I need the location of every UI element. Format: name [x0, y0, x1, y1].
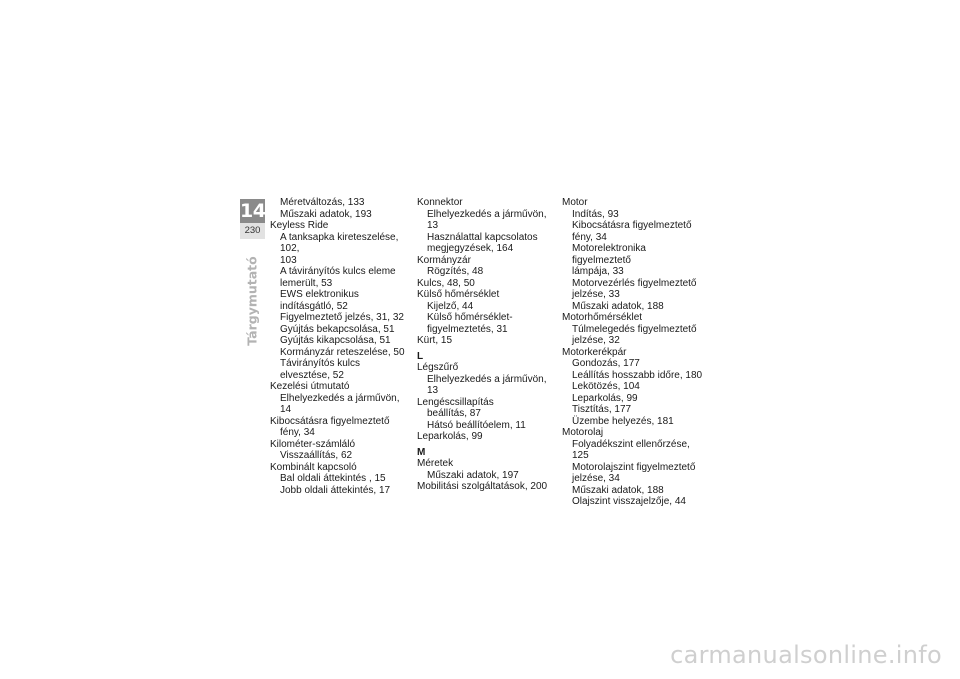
index-subentry: Kormányzár reteszelése, 50	[280, 346, 405, 358]
index-subentry: lámpája, 33	[572, 266, 624, 277]
index-entry: Kormányzár	[417, 254, 471, 266]
section-label-text: Tárgymutató	[244, 256, 260, 346]
index-subentry: Elhelyezkedés a járművön, 13	[427, 208, 547, 231]
index-letter-heading: L	[417, 350, 424, 362]
index-subentry: Jobb oldali áttekintés, 17	[280, 484, 391, 496]
watermark-logo: carmanualsonline.info	[670, 641, 942, 669]
index-entry: Kezelési útmutató	[270, 381, 350, 392]
index-subentry: 103	[280, 254, 297, 266]
index-subentry: Elhelyezkedés a járművön, 14	[280, 392, 400, 415]
index-subentry: Távirányítós kulcs	[280, 358, 361, 369]
index-subentry: Lekötözés, 104	[572, 381, 640, 392]
index-subentry: Leparkolás, 99	[572, 392, 638, 404]
index-subentry: Műszaki adatok, 188	[572, 300, 664, 312]
index-subentry: Visszaállítás, 62	[280, 450, 353, 461]
index-subentry: Figyelmeztető jelzés, 31, 32	[280, 312, 404, 323]
index-subentry: Műszaki adatok, 188	[572, 484, 664, 496]
index-column-1	[270, 197, 410, 496]
index-subentry: Motorvezérlés figyelmeztető	[572, 277, 697, 289]
index-subentry: EWS elektronikus	[280, 289, 359, 300]
index-subentry: Gyújtás kikapcsolása, 51	[280, 335, 391, 346]
index-subentry: A távirányítós kulcs eleme	[280, 266, 396, 277]
index-subentry: jelzése, 33	[572, 289, 620, 300]
index-subentry: Kijelző, 44	[427, 300, 474, 312]
index-entry: Kilométer-számláló	[270, 438, 356, 450]
index-subentry: megjegyzések, 164	[427, 243, 514, 254]
index-column-2	[417, 197, 557, 493]
index-column-3	[562, 197, 707, 508]
index-subentry: Külső hőmérséklet-	[427, 312, 513, 323]
index-entry: Kibocsátásra figyelmeztető	[270, 415, 390, 427]
index-subentry: Bal oldali áttekintés , 15	[280, 473, 386, 484]
index-subentry: Tisztítás, 177	[572, 404, 632, 415]
index-entry: Motorolaj	[562, 427, 604, 438]
index-entry: Mobilitási szolgáltatások, 200	[417, 481, 548, 492]
index-entry: Külső hőmérséklet	[417, 289, 500, 300]
index-subentry: Indítás, 93	[572, 208, 619, 220]
index-subentry: lemerült, 53	[280, 277, 333, 289]
index-entry: Konnektor	[417, 197, 463, 208]
index-subentry: Motorolajszint figyelmeztető	[572, 461, 696, 473]
index-entry: Légszűrő	[417, 362, 459, 373]
index-subentry: Üzembe helyezés, 181	[572, 415, 674, 427]
index-entry: Keyless Ride	[270, 220, 329, 231]
index-entry: Kombinált kapcsoló	[270, 461, 357, 473]
chapter-number-tab: 14	[240, 200, 266, 222]
section-label	[237, 242, 267, 360]
index-subentry: Méretváltozás, 133	[280, 197, 365, 208]
index-subentry: Túlmelegedés figyelmeztető	[572, 323, 697, 335]
index-letter-heading: M	[417, 446, 426, 458]
index-subentry: elvesztése, 52	[280, 369, 344, 381]
page-number: 230	[240, 223, 265, 239]
index-subentry: jelzése, 32	[572, 335, 620, 346]
index-entry: Lengéscsillapítás	[417, 396, 494, 408]
index-subentry: Gondozás, 177	[572, 358, 640, 369]
index-subentry: figyelmeztetés, 31	[427, 323, 508, 335]
index-subentry: Motorelektronika figyelmeztető	[572, 243, 646, 266]
index-subentry: jelzése, 34	[572, 473, 620, 484]
index-entry: Motor	[562, 197, 588, 208]
index-subentry: indításgátló, 52	[280, 300, 348, 312]
index-subentry: Folyadékszint ellenőrzése, 125	[572, 438, 690, 461]
index-subentry: Rögzítés, 48	[427, 266, 484, 277]
index-subentry: beállítás, 87	[427, 408, 481, 419]
index-subentry: Leállítás hosszabb időre, 180	[572, 369, 703, 381]
index-subentry: Elhelyezkedés a járművön, 13	[427, 373, 547, 396]
index-subentry: Műszaki adatok, 193	[280, 208, 372, 220]
index-subentry: Használattal kapcsolatos	[427, 231, 538, 243]
index-subentry: fény, 34	[572, 231, 607, 243]
index-entry: Kulcs, 48, 50	[417, 277, 475, 289]
index-entry: Leparkolás, 99	[417, 431, 483, 442]
index-subentry: A tanksapka kireteszelése, 102,	[280, 231, 399, 254]
index-entry: Motorhőmérséklet	[562, 312, 643, 323]
index-entry: Kürt, 15	[417, 335, 453, 346]
index-entry: Méretek	[417, 458, 454, 469]
index-entry: Motorkerékpár	[562, 346, 627, 358]
index-subentry: Kibocsátásra figyelmeztető	[572, 220, 692, 231]
index-subentry: Műszaki adatok, 197	[427, 469, 519, 481]
index-subentry: fény, 34	[280, 427, 315, 438]
index-subentry: Olajszint visszajelzője, 44	[572, 496, 686, 507]
index-subentry: Hátsó beállítóelem, 11	[427, 419, 526, 431]
index-subentry: Gyújtás bekapcsolása, 51	[280, 323, 395, 335]
